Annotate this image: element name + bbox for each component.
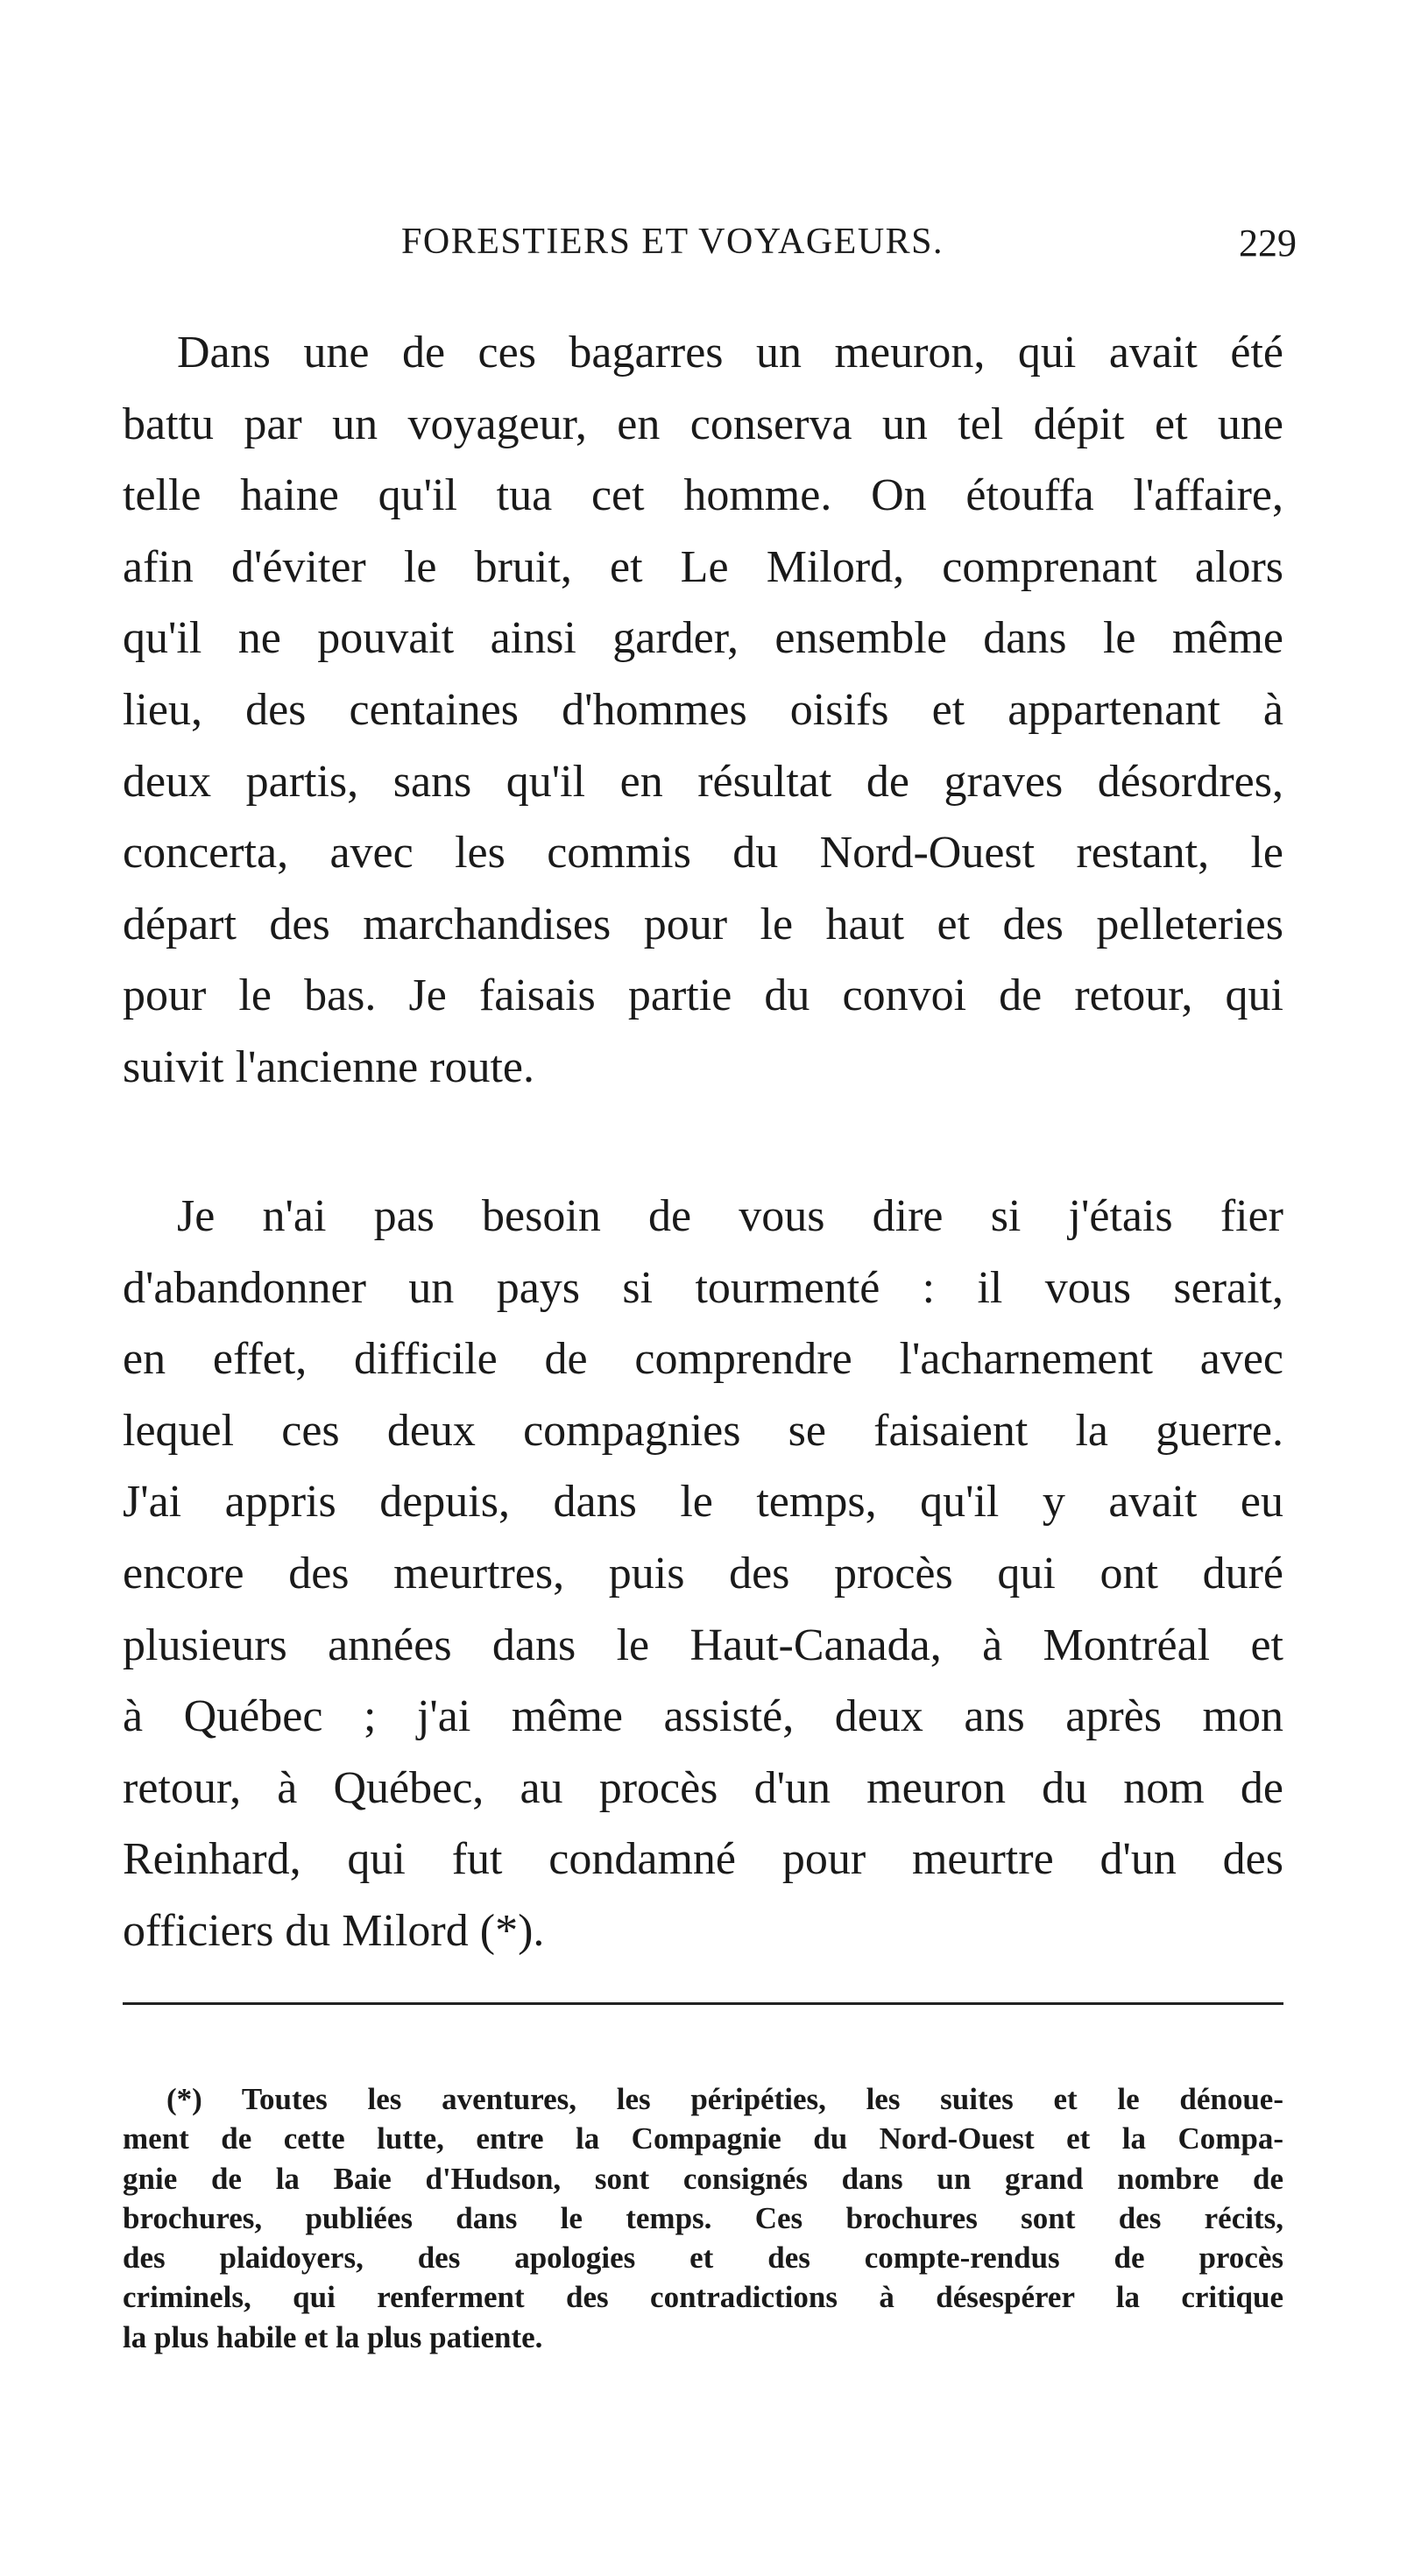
text-line: Reinhard, qui fut condamné pour meurtre d'un des	[123, 1834, 1283, 1885]
text-line: qu'il ne pouvait ainsi garder, ensemble dans le même	[123, 613, 1283, 664]
text-line: pour le bas. Je faisais partie du convoi de retour, qui	[123, 970, 1283, 1021]
text-line: suivit l'ancienne route.	[123, 1041, 535, 1092]
text-line: Dans une de ces bagarres un meuron, qui avait été	[177, 328, 1283, 378]
footnote-divider	[123, 2002, 1283, 2005]
text-line: lieu, des centaines d'hommes oisifs et appartenant à	[123, 684, 1283, 735]
paragraph-1	[123, 317, 1283, 1104]
footnote-line: ment de cette lutte, entre la Compagnie du Nord-Ouest et la Compa-	[123, 2121, 1283, 2156]
text-line: battu par un voyageur, en conserva un tel dépit et une	[123, 399, 1283, 449]
text-line: retour, à Québec, au procès d'un meuron du nom de	[123, 1762, 1283, 1813]
text-line: Je n'ai pas besoin de vous dire si j'étais fier	[177, 1191, 1283, 1241]
text-line: officiers du Milord (*).	[123, 1905, 545, 1956]
footnote-line: brochures, publiées dans le temps. Ces brochures sont des récits,	[123, 2200, 1283, 2235]
text-line: plusieurs années dans le Haut-Canada, à Montréal et	[123, 1620, 1283, 1670]
footnote-line: des plaidoyers, des apologies et des compte-rendus de procès	[123, 2241, 1283, 2276]
text-line: deux partis, sans qu'il en résultat de graves désordres,	[123, 756, 1283, 807]
text-line: lequel ces deux compagnies se faisaient la guerre.	[123, 1405, 1283, 1456]
paragraph-2	[123, 1181, 1283, 1967]
footnote-line: gnie de la Baie d'Hudson, sont consignés dans un grand nombre de	[123, 2161, 1283, 2196]
text-line: telle haine qu'il tua cet homme. On étouffa l'affaire,	[123, 470, 1283, 521]
footnote-line: la plus habile et la plus patiente.	[123, 2319, 543, 2354]
text-line: concerta, avec les commis du Nord-Ouest restant, le	[123, 828, 1283, 879]
text-line: J'ai appris depuis, dans le temps, qu'il y avait eu	[123, 1477, 1283, 1528]
page-header	[123, 221, 1297, 273]
page-number: 229	[1239, 222, 1297, 265]
text-line: à Québec ; j'ai même assisté, deux ans après mon	[123, 1691, 1283, 1742]
footnote	[123, 2079, 1283, 2357]
text-line: afin d'éviter le bruit, et Le Milord, comprenant alors	[123, 541, 1283, 592]
text-line: départ des marchandises pour le haut et des pelleteries	[123, 899, 1283, 949]
footnote-line: criminels, qui renferment des contradictions à désespérer la critique	[123, 2280, 1283, 2315]
text-line: en effet, difficile de comprendre l'acharnement avec	[123, 1334, 1283, 1385]
footnote-line: (*) Toutes les aventures, les péripéties, les suites et le dénoue-	[166, 2082, 1283, 2116]
running-title: FORESTIERS ET VOYAGEURS.	[401, 222, 944, 262]
text-line: encore des meurtres, puis des procès qui ont duré	[123, 1548, 1283, 1599]
text-line: d'abandonner un pays si tourmenté : il vous serait,	[123, 1262, 1283, 1313]
